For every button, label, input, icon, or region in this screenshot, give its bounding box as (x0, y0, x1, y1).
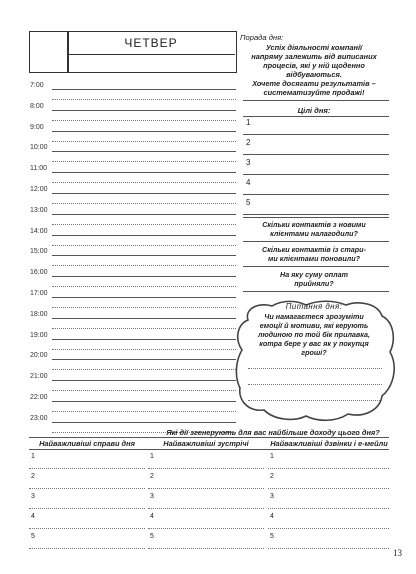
q-separator (243, 217, 389, 218)
bottom-item-number: 3 (270, 493, 274, 500)
time-label: 12:00 (30, 186, 48, 193)
half-hour-line (52, 307, 236, 308)
time-slot-line (52, 193, 236, 194)
bottom-item-line (268, 548, 389, 549)
time-label: 10:00 (30, 144, 48, 152)
goal-number: 1 (246, 118, 251, 127)
bottom-item-number: 2 (150, 473, 154, 480)
bottom-header-rule (29, 449, 389, 450)
half-hour-line (52, 411, 236, 412)
bottom-item-line (268, 488, 389, 489)
time-label: 9:00 (30, 123, 44, 131)
time-slot-line (52, 318, 236, 319)
half-hour-line (52, 328, 236, 329)
goal-number: 5 (246, 198, 251, 207)
half-hour-line (52, 245, 236, 246)
tip-line: систематизуйте продажі! (263, 88, 365, 97)
goal-number: 4 (246, 178, 251, 187)
q-separator (243, 266, 389, 267)
goal-line (243, 154, 389, 155)
question-line: прийняли? (294, 279, 334, 288)
goal-number: 3 (246, 158, 251, 167)
goal-number: 2 (246, 138, 251, 147)
tip-label: Порада дня: (240, 33, 284, 42)
col-title-tasks: Найважливіші справи дня (39, 439, 135, 448)
tip-line: Успіх діяльності компанії (265, 43, 363, 52)
q-separator (243, 241, 389, 242)
bottom-item-number: 3 (31, 493, 35, 500)
question-of-day-label: Питання дня: (285, 302, 343, 311)
goals-label: Цілі дня: (297, 106, 331, 115)
bottom-item-line (268, 508, 389, 509)
bottom-item-number: 1 (150, 453, 154, 460)
bottom-item-line (29, 488, 145, 489)
bottom-item-number: 4 (270, 513, 274, 520)
time-label: 14:00 (30, 227, 48, 235)
goal-line (243, 194, 389, 195)
bottom-item-line (268, 468, 389, 469)
half-hour-line (52, 390, 236, 391)
half-hour-line (52, 120, 236, 121)
goal-line (243, 134, 389, 135)
bottom-item-number: 2 (270, 473, 274, 480)
time-label: 23:00 (30, 414, 48, 422)
time-slot-line (52, 235, 236, 236)
qod-line: котра бере у вас як у покупця (259, 339, 369, 348)
qod-line: гроші? (301, 348, 327, 357)
header-left-box (29, 31, 69, 73)
time-slot-line (52, 214, 236, 215)
goals-top-line (243, 100, 389, 101)
qod-line: емоції й мотиви, які керують (259, 321, 369, 330)
cloud-line (248, 400, 382, 401)
time-slot-line (52, 255, 236, 256)
time-slot-line (52, 380, 236, 381)
time-slot-line (52, 151, 236, 152)
header-divider (67, 54, 235, 55)
goals-line (243, 116, 389, 117)
question-line: На яку суму оплат (280, 270, 348, 279)
time-slot-line (52, 89, 236, 90)
question-line: Скільки контактів з новими (262, 220, 366, 229)
half-hour-line (52, 99, 236, 100)
time-slot-line (52, 422, 236, 423)
bottom-item-number: 5 (270, 533, 274, 540)
tip-line: Хочете досягати результатів – (252, 79, 376, 88)
bottom-top-rule (29, 437, 389, 438)
time-label: 13:00 (30, 206, 48, 214)
half-hour-line (52, 265, 236, 266)
cloud-line (248, 384, 382, 385)
question-line: клієнтами налагодили? (270, 229, 358, 238)
bottom-item-number: 5 (150, 533, 154, 540)
half-hour-line (52, 224, 236, 225)
bottom-item-number: 4 (150, 513, 154, 520)
bottom-item-line (29, 548, 145, 549)
bottom-item-line (29, 508, 145, 509)
half-hour-line (52, 369, 236, 370)
time-label: 16:00 (30, 269, 48, 277)
bottom-item-number: 1 (270, 453, 274, 460)
bottom-item-number: 3 (150, 493, 154, 500)
half-hour-line (52, 203, 236, 204)
bottom-item-line (148, 528, 264, 529)
time-label: 11:00 (30, 165, 47, 173)
time-label: 8:00 (30, 102, 44, 110)
bottom-item-line (148, 548, 264, 549)
page-number: 13 (393, 548, 402, 558)
time-slot-line (52, 131, 236, 132)
half-hour-line (52, 286, 236, 287)
time-slot-line (52, 359, 236, 360)
time-slot-line (52, 172, 236, 173)
col-title-calls: Найважливіші дзвінки і е-мейли (270, 439, 388, 448)
time-label: 17:00 (30, 290, 48, 297)
bottom-item-number: 1 (31, 453, 35, 460)
tip-line: напряму залежить від виписаних (251, 52, 377, 61)
bottom-item-line (29, 528, 145, 529)
cloud-line (248, 368, 382, 369)
time-slot-line (52, 339, 236, 340)
tip-line: відбуваються. (286, 70, 342, 79)
bottom-item-line (148, 468, 264, 469)
time-slot-line (52, 276, 236, 277)
bottom-question: Які дії згенерують для вас найбільше доходу цього дня? (166, 428, 380, 437)
time-slot-line (52, 401, 236, 402)
day-title: ЧЕТВЕР (124, 36, 178, 50)
bottom-item-line (29, 468, 145, 469)
half-hour-line (52, 141, 236, 142)
tip-line: процесів, які у ній щоденно (263, 61, 365, 70)
bottom-item-line (148, 488, 264, 489)
bottom-item-number: 4 (31, 513, 35, 520)
time-label: 21:00 (30, 373, 48, 381)
bottom-item-number: 5 (31, 533, 35, 540)
bottom-item-line (268, 528, 389, 529)
question-line: ми клієнтами поновили? (268, 254, 360, 263)
col-title-meetings: Найважливіші зустрічі (163, 439, 249, 448)
time-label: 7:00 (30, 82, 44, 89)
bottom-item-line (148, 508, 264, 509)
time-label: 22:00 (30, 394, 48, 401)
half-hour-line (52, 349, 236, 350)
question-line: Скільки контактів із стари- (262, 245, 366, 254)
qod-line: Чи намагаєтеся зрозуміти (264, 312, 364, 321)
half-hour-line (52, 161, 236, 162)
q-separator (243, 291, 389, 292)
goal-line (243, 214, 389, 215)
goal-line (243, 174, 389, 175)
time-label: 19:00 (30, 331, 48, 339)
qod-line: людиною по той бік прилавка, (257, 330, 370, 339)
bottom-item-number: 2 (31, 473, 35, 480)
time-label: 20:00 (30, 352, 48, 360)
time-label: 18:00 (30, 310, 48, 318)
time-label: 15:00 (30, 248, 48, 256)
half-hour-line (52, 182, 236, 183)
time-slot-line (52, 110, 236, 111)
time-slot-line (52, 297, 236, 298)
